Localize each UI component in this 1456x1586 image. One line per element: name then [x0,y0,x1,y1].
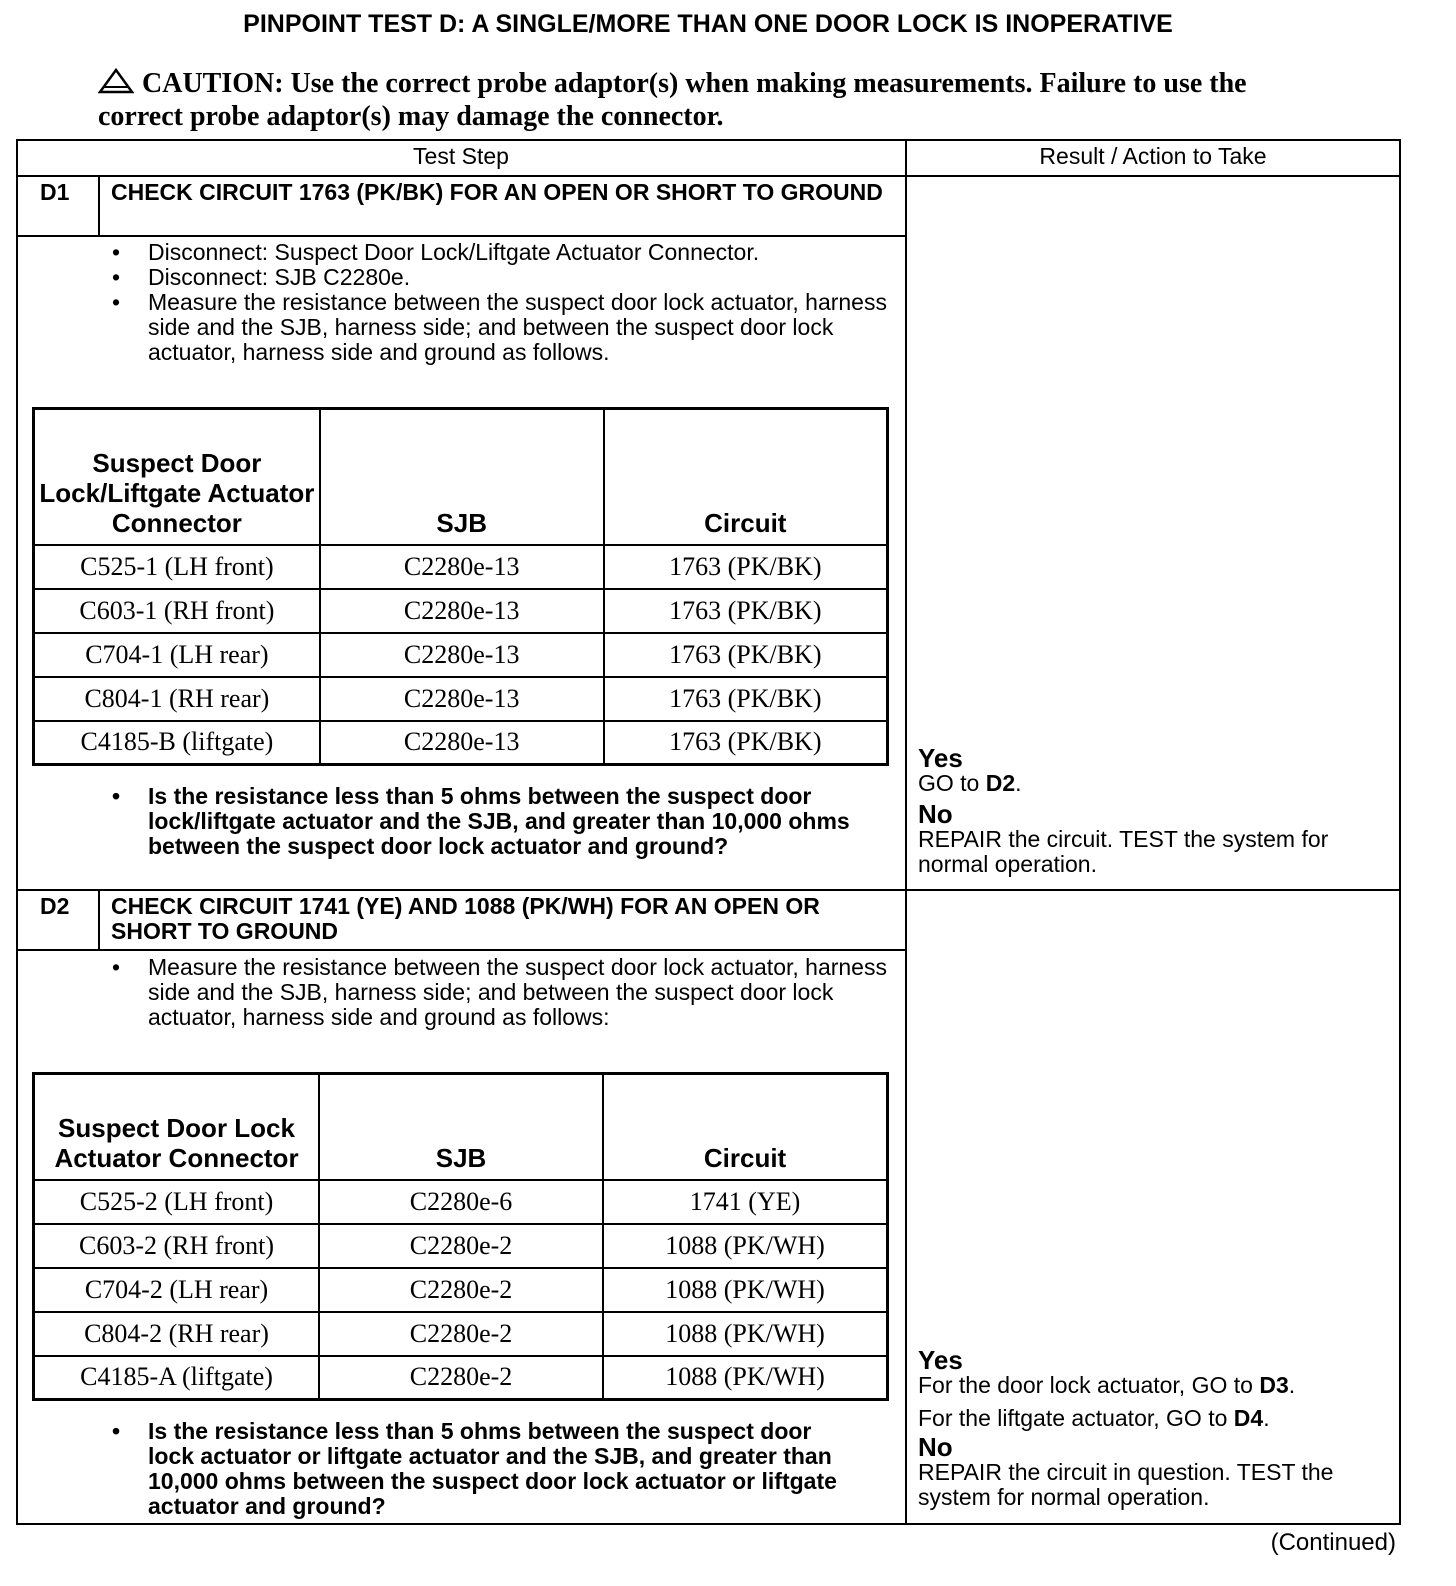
goto-link: D4 [1233,1405,1264,1431]
cell: 1763 (PK/BK) [604,589,888,633]
cell: C2280e-2 [319,1224,603,1268]
instruction: • Disconnect: Suspect Door Lock/Liftgate Actuator Connector. [110,240,890,265]
cell: C2280e-13 [320,545,604,589]
header-test-step: Test Step [413,143,509,169]
cell: C2280e-13 [320,721,604,765]
continued-note: (Continued) [1270,1529,1396,1556]
d1-instructions [110,240,890,365]
goto-link: D3 [1259,1372,1289,1398]
no-label: No [918,1432,953,1462]
cell: 1763 (PK/BK) [604,545,888,589]
cell: 1088 (PK/WH) [603,1356,887,1400]
no-action: REPAIR the circuit. TEST the system for normal operation. [918,826,1329,877]
cell: C2280e-2 [319,1312,603,1356]
cell: C2280e-2 [319,1356,603,1400]
table-row [34,1356,888,1400]
col-header: SJB [320,409,604,545]
d2-instructions [110,955,890,1030]
cell: C804-1 (RH rear) [34,677,320,721]
cell: C704-2 (LH rear) [34,1268,320,1312]
cell: C525-1 (LH front) [34,545,320,589]
goto-link: D2 [985,770,1016,796]
punct: . [1288,1372,1296,1398]
cell: 1763 (PK/BK) [604,633,888,677]
table-row [34,1312,888,1356]
cell: 1763 (PK/BK) [604,677,888,721]
yes-label: Yes [918,1345,963,1375]
cell: 1088 (PK/WH) [603,1312,887,1356]
d1-measurement-table [32,407,889,766]
yes-action: GO to [918,770,986,796]
step-heading-d1: CHECK CIRCUIT 1763 (PK/BK) FOR AN OPEN OR SHORT TO GROUND [111,179,883,205]
yes-label: Yes [918,743,963,773]
cell: C4185-A (liftgate) [34,1356,320,1400]
cell: C603-1 (RH front) [34,589,320,633]
cell: C704-1 (LH rear) [34,633,320,677]
table-row [34,1180,888,1224]
cell: C525-2 (LH front) [34,1180,320,1224]
d2-result [918,1345,1393,1510]
cell: 1763 (PK/BK) [604,721,888,765]
cell: C2280e-2 [319,1268,603,1312]
no-label: No [918,799,953,829]
table-row [34,721,888,765]
question: • Is the resistance less than 5 ohms between the suspect door lock/liftgate actuator and the SJB, and greater than 10,000 ohms between the suspect door lock actuator and ground? [110,784,850,859]
step-id-d2: D2 [40,893,70,919]
d1-result [918,743,1388,877]
warning-triangle-icon [98,68,142,101]
col-header: Circuit [603,1074,887,1180]
table-row [34,633,888,677]
page-title: PINPOINT TEST D: A SINGLE/MORE THAN ONE DOOR LOCK IS INOPERATIVE [243,10,1173,38]
cell: C603-2 (RH front) [34,1224,320,1268]
instruction: • Measure the resistance between the suspect door lock actuator, harness side and the SJB, harness side; and between the suspect door lock actuator, harness side and ground as follows. [110,290,890,365]
cell: 1741 (YE) [603,1180,887,1224]
no-action: REPAIR the circuit in question. TEST the system for normal operation. [918,1459,1334,1510]
punct: . [1015,770,1022,796]
instruction: • Measure the resistance between the suspect door lock actuator, harness side and the SJB, harness side; and between the suspect door lock actuator, harness side and ground as follows: [110,955,890,1030]
cell: C2280e-6 [319,1180,603,1224]
table-row [34,545,888,589]
step-id-d1: D1 [40,179,70,205]
col-header: SJB [319,1074,603,1180]
table-row [34,677,888,721]
caution-text: Use the correct probe adaptor(s) when making measurements. Failure to use the correct probe adaptor(s) may damage the connector. [98,68,1247,132]
table-row [34,1224,888,1268]
cell: C2280e-13 [320,633,604,677]
cell: 1088 (PK/WH) [603,1268,887,1312]
cell: 1088 (PK/WH) [603,1224,887,1268]
cell: C2280e-13 [320,589,604,633]
col-header: Suspect Door Lock Actuator Connector [34,1074,320,1180]
punct: . [1263,1405,1270,1431]
table-row [34,1268,888,1312]
d2-measurement-table [32,1072,889,1401]
col-header: Suspect Door Lock/Liftgate Actuator Connector [34,409,320,545]
header-result: Result / Action to Take [1039,143,1267,169]
cell: C804-2 (RH rear) [34,1312,320,1356]
cell: C2280e-13 [320,677,604,721]
caution-label: CAUTION: [142,68,284,99]
col-header: Circuit [604,409,888,545]
table-row [34,589,888,633]
step-heading-d2: CHECK CIRCUIT 1741 (YE) AND 1088 (PK/WH) FOR AN OPEN OR SHORT TO GROUND [111,893,820,944]
cell: C4185-B (liftgate) [34,721,320,765]
yes-action: For the door lock actuator, GO to [918,1372,1260,1398]
caution-note [98,68,1298,132]
yes-action: For the liftgate actuator, GO to [918,1405,1234,1431]
question: • Is the resistance less than 5 ohms between the suspect door lock actuator or liftgate actuator and the SJB, and greater than 10,000 ohms between the suspect door lock actuator or liftgate actuator and ground? [110,1419,850,1519]
instruction: • Disconnect: SJB C2280e. [110,265,890,290]
